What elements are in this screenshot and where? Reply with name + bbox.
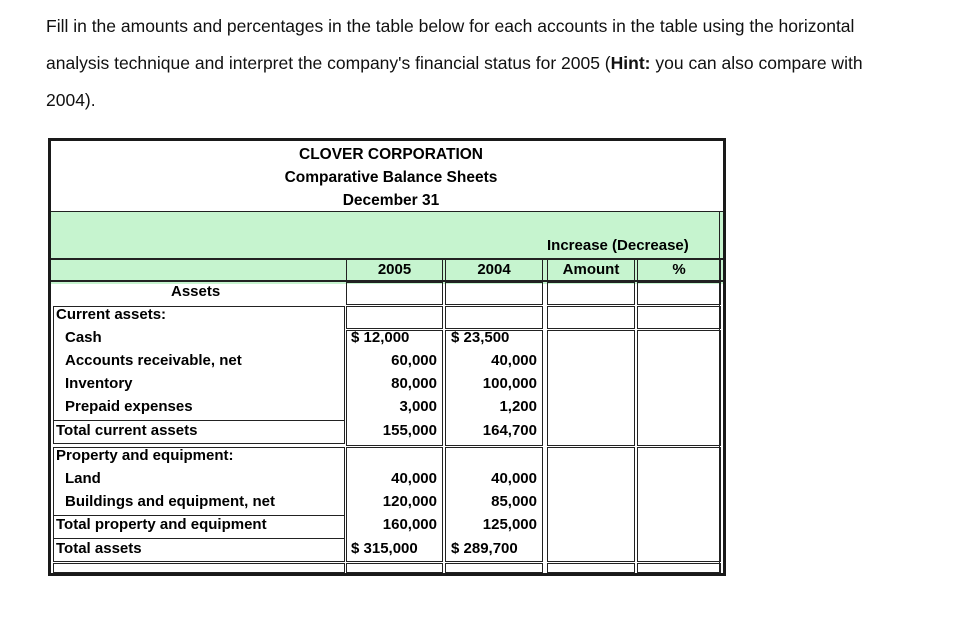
total-property-label: Total property and equipment	[56, 516, 267, 533]
total-assets-label: Total assets	[56, 540, 142, 557]
total-assets-2005: $ 315,000	[351, 540, 418, 557]
row-cash-label: Cash	[65, 329, 102, 346]
property-heading: Property and equipment:	[56, 447, 234, 464]
col-2004-label: 2004	[477, 261, 511, 278]
total-property-2004: 125,000	[482, 516, 537, 533]
prompt-line-2-end: you can also compare with	[650, 53, 863, 73]
row-cash-2005: $ 12,000	[351, 329, 410, 346]
row-receivables-label: Accounts receivable, net	[65, 352, 242, 369]
prompt-line-2-start: analysis technique and interpret the company's financial status for 2005 (	[46, 53, 611, 73]
balance-sheet-table	[48, 138, 726, 576]
col-amount-label: Amount	[562, 261, 620, 278]
prompt-line-1: Fill in the amounts and percentages in the table below for each accounts in the table using the horizontal	[46, 16, 855, 36]
prompt-line-3: 2004).	[46, 90, 96, 110]
row-receivables-2004: 40,000	[491, 352, 537, 369]
row-land-label: Land	[65, 470, 101, 487]
row-land-2005: 40,000	[391, 470, 437, 487]
prompt-line-2	[46, 45, 926, 82]
row-inventory-label: Inventory	[65, 375, 133, 392]
row-prepaid-label: Prepaid expenses	[65, 398, 193, 415]
row-inventory-2005: 80,000	[391, 375, 437, 392]
question-prompt	[46, 8, 926, 119]
col-pct-label: %	[672, 261, 686, 278]
total-current-2004: 164,700	[482, 422, 537, 439]
prompt-hint: Hint:	[610, 53, 651, 73]
increase-decrease-header: Increase (Decrease)	[547, 237, 689, 254]
row-buildings-label: Buildings and equipment, net	[65, 493, 275, 510]
statement-title: Comparative Balance Sheets	[284, 169, 498, 186]
row-prepaid-2005: 3,000	[399, 398, 437, 415]
row-cash-2004: $ 23,500	[451, 329, 510, 346]
row-inventory-2004: 100,000	[482, 375, 537, 392]
col-2005-label: 2005	[377, 261, 412, 278]
row-buildings-2004: 85,000	[491, 493, 537, 510]
table-title-area	[51, 141, 723, 213]
row-buildings-2005: 120,000	[382, 493, 437, 510]
total-current-2005: 155,000	[382, 422, 437, 439]
row-prepaid-2004: 1,200	[499, 398, 537, 415]
current-assets-heading: Current assets:	[56, 306, 167, 323]
company-name: CLOVER CORPORATION	[299, 146, 483, 163]
assets-heading: Assets	[171, 283, 221, 300]
row-land-2004: 40,000	[491, 470, 537, 487]
total-property-2005: 160,000	[382, 516, 437, 533]
total-assets-2004: $ 289,700	[451, 540, 518, 557]
row-receivables-2005: 60,000	[391, 352, 437, 369]
total-current-label: Total current assets	[56, 422, 198, 439]
statement-date: December 31	[342, 192, 440, 209]
